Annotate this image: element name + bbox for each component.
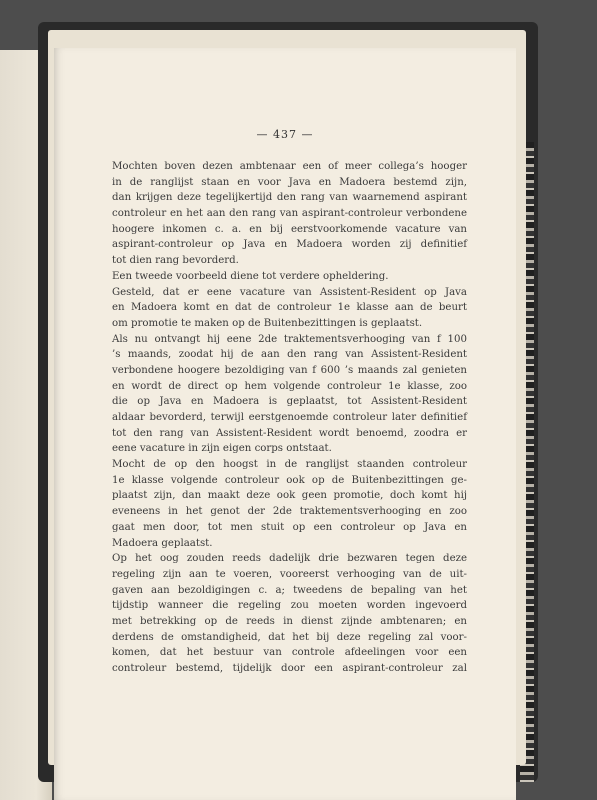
text-line: ’s maands, zoodat hij de aan den rang van Assistent-Resident (112, 349, 467, 361)
text-line: tijdstip wanneer die regeling zou moeten worden ingevoerd (112, 600, 467, 612)
text-line: Op het oog zouden reeds dadelijk drie bezwaren tegen deze (112, 553, 467, 565)
text-line: gaat men door, tot men stuit op een controleur op Java en (112, 521, 467, 533)
text-line: Een tweede voorbeeld diene tot verdere opheldering. (112, 270, 389, 282)
text-line: Gesteld, dat er eene vacature van Assistent-Resident op Java (112, 286, 467, 298)
text-line: en wordt de direct op hem volgende controleur 1e klasse, zoo (112, 380, 467, 392)
text-line: regeling zijn aan te voeren, vooreerst verhooging van de uit- (112, 568, 467, 580)
text-line: Mochten boven dezen ambtenaar een of meer collega’s hooger (112, 161, 467, 172)
text-line: plaatst zijn, dan maakt deze ook geen promotie, doch komt hij (112, 490, 467, 502)
text-line: gaven aan bezoldigingen c. a; tweedens de bepaling van het (112, 584, 467, 596)
body-text (112, 159, 467, 677)
text-line: tot dien rang bevorderd. (112, 255, 239, 267)
book-page (54, 48, 516, 800)
text-line: dan krijgen deze tegelijkertijd den rang van waarnemend aspirant (112, 192, 467, 204)
text-line: verbondene hoogere bezoldiging van f 600 ’s maands zal genieten (112, 364, 467, 376)
text-line: Mocht de op den hoogst in de ranglijst staanden controleur (112, 459, 467, 471)
text-line: in de ranglijst staan en voor Java en Madoera bestemd zijn, (112, 176, 467, 188)
text-line: Als nu ontvangt hij eene 2de traktementsverhooging van f 100 (112, 333, 467, 345)
text-line: en Madoera komt en dat de controleur 1e klasse aan de beurt (112, 302, 467, 314)
text-line: controleur en het aan den rang van aspirant-controleur verbondene (112, 208, 467, 220)
page-number: — 437 — (256, 128, 314, 141)
text-line: die op Java en Madoera is geplaatst, tot Assistent-Resident (112, 396, 467, 408)
text-line: controleur bestemd, tijdelijk door een aspirant-controleur zal (112, 663, 467, 674)
text-line: met betrekking op de reeds in dienst zijnde ambtenaren; en (112, 615, 467, 627)
text-line: 1e klasse volgende controleur ook op de Buitenbezittingen ge- (112, 474, 467, 486)
text-line: derdens de omstandigheid, dat het bij deze regeling zal voor- (112, 631, 467, 643)
text-line: tot den rang van Assistent-Resident wordt benoemd, zoodra er (112, 427, 467, 439)
text-line: eveneens in het genot der 2de traktementsverhooging en zoo (112, 506, 467, 518)
text-line: hoogere inkomen c. a. en bij eerstvoorkomende vacature van (112, 223, 467, 235)
text-line: om promotie te maken op de Buitenbezittingen is geplaatst. (112, 317, 423, 329)
text-line: aspirant-controleur op Java en Madoera worden zij definitief (112, 239, 467, 251)
text-line: aldaar bevorderd, terwijl eerstgenoemde controleur later definitief (112, 412, 467, 423)
text-line: eene vacature in zijn eigen corps ontstaat. (112, 443, 332, 455)
text-line: Madoera geplaatst. (112, 537, 213, 549)
text-line: komen, dat het bestuur van controle afdeelingen voor een (112, 647, 467, 659)
